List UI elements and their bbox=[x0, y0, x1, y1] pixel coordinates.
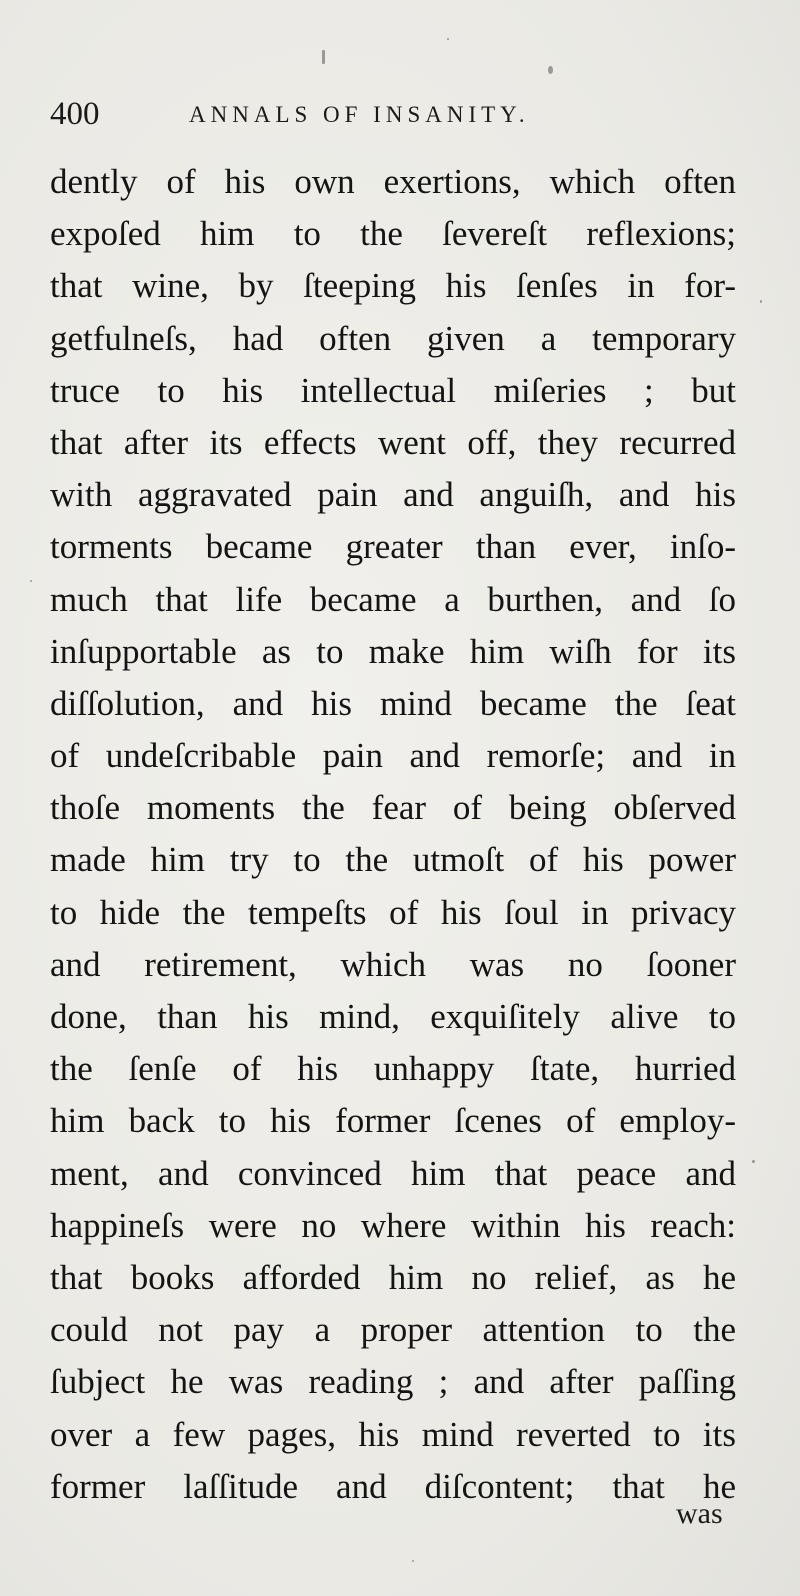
text-line: torments became greater than ever, inſo- bbox=[50, 527, 736, 567]
running-head: ANNALS OF INSANITY. bbox=[189, 102, 530, 127]
page-number: 400 bbox=[50, 96, 100, 132]
text-line: could not pay a proper attention to the bbox=[50, 1310, 736, 1350]
text-line: ſubject he was reading ; and after paſſing bbox=[50, 1362, 736, 1402]
paper-speck bbox=[752, 1160, 755, 1163]
text-line: dently of his own exertions, which often bbox=[50, 162, 736, 201]
text-line: truce to his intellectual miſeries ; but bbox=[50, 370, 736, 410]
text-line: made him try to the utmoſt of his power bbox=[50, 840, 736, 880]
text-line: ment, and convinced him that peace and bbox=[50, 1153, 736, 1193]
catchword: was bbox=[676, 1497, 723, 1530]
text-line: much that life became a burthen, and ſo bbox=[50, 579, 736, 619]
body-text bbox=[50, 156, 736, 1513]
text-line: the ſenſe of his unhappy ſtate, hurried bbox=[50, 1049, 736, 1089]
text-line: that after its effects went off, they recurred bbox=[50, 422, 736, 462]
paper-speck bbox=[322, 50, 325, 64]
text-line: over a few pages, his mind reverted to its bbox=[50, 1414, 736, 1454]
text-line: done, than his mind, exquiſitely alive to bbox=[50, 997, 736, 1036]
paper-speck bbox=[760, 300, 762, 303]
text-line: thoſe moments the fear of being obſerved bbox=[50, 788, 736, 828]
text-line: that books afforded him no relief, as he bbox=[50, 1257, 736, 1297]
text-line: diſſolution, and his mind became the ſeat bbox=[50, 683, 736, 723]
text-line: getfulneſs, had often given a temporary bbox=[50, 318, 736, 358]
text-line: expoſed him to the ſevereſt reflexions; bbox=[50, 214, 736, 254]
paper-speck bbox=[30, 580, 32, 582]
text-line: and retirement, which was no ſooner bbox=[50, 944, 736, 984]
text-line: former laſſitude and diſcontent; that he bbox=[50, 1466, 736, 1506]
text-line: inſupportable as to make him wiſh for its bbox=[50, 631, 736, 671]
text-line: to hide the tempeſts of his ſoul in privacy bbox=[50, 892, 736, 932]
text-line: happineſs were no where within his reach: bbox=[50, 1205, 736, 1245]
paper-speck bbox=[548, 66, 553, 74]
paper-speck bbox=[447, 38, 449, 40]
page-header bbox=[50, 96, 750, 136]
text-line: that wine, by ſteeping his ſenſes in for- bbox=[50, 266, 736, 306]
text-line: of undeſcribable pain and remorſe; and in bbox=[50, 736, 736, 776]
text-line: him back to his former ſcenes of employ- bbox=[50, 1101, 736, 1141]
paper-speck bbox=[412, 1560, 414, 1562]
text-line: with aggravated pain and anguiſh, and his bbox=[50, 475, 736, 515]
